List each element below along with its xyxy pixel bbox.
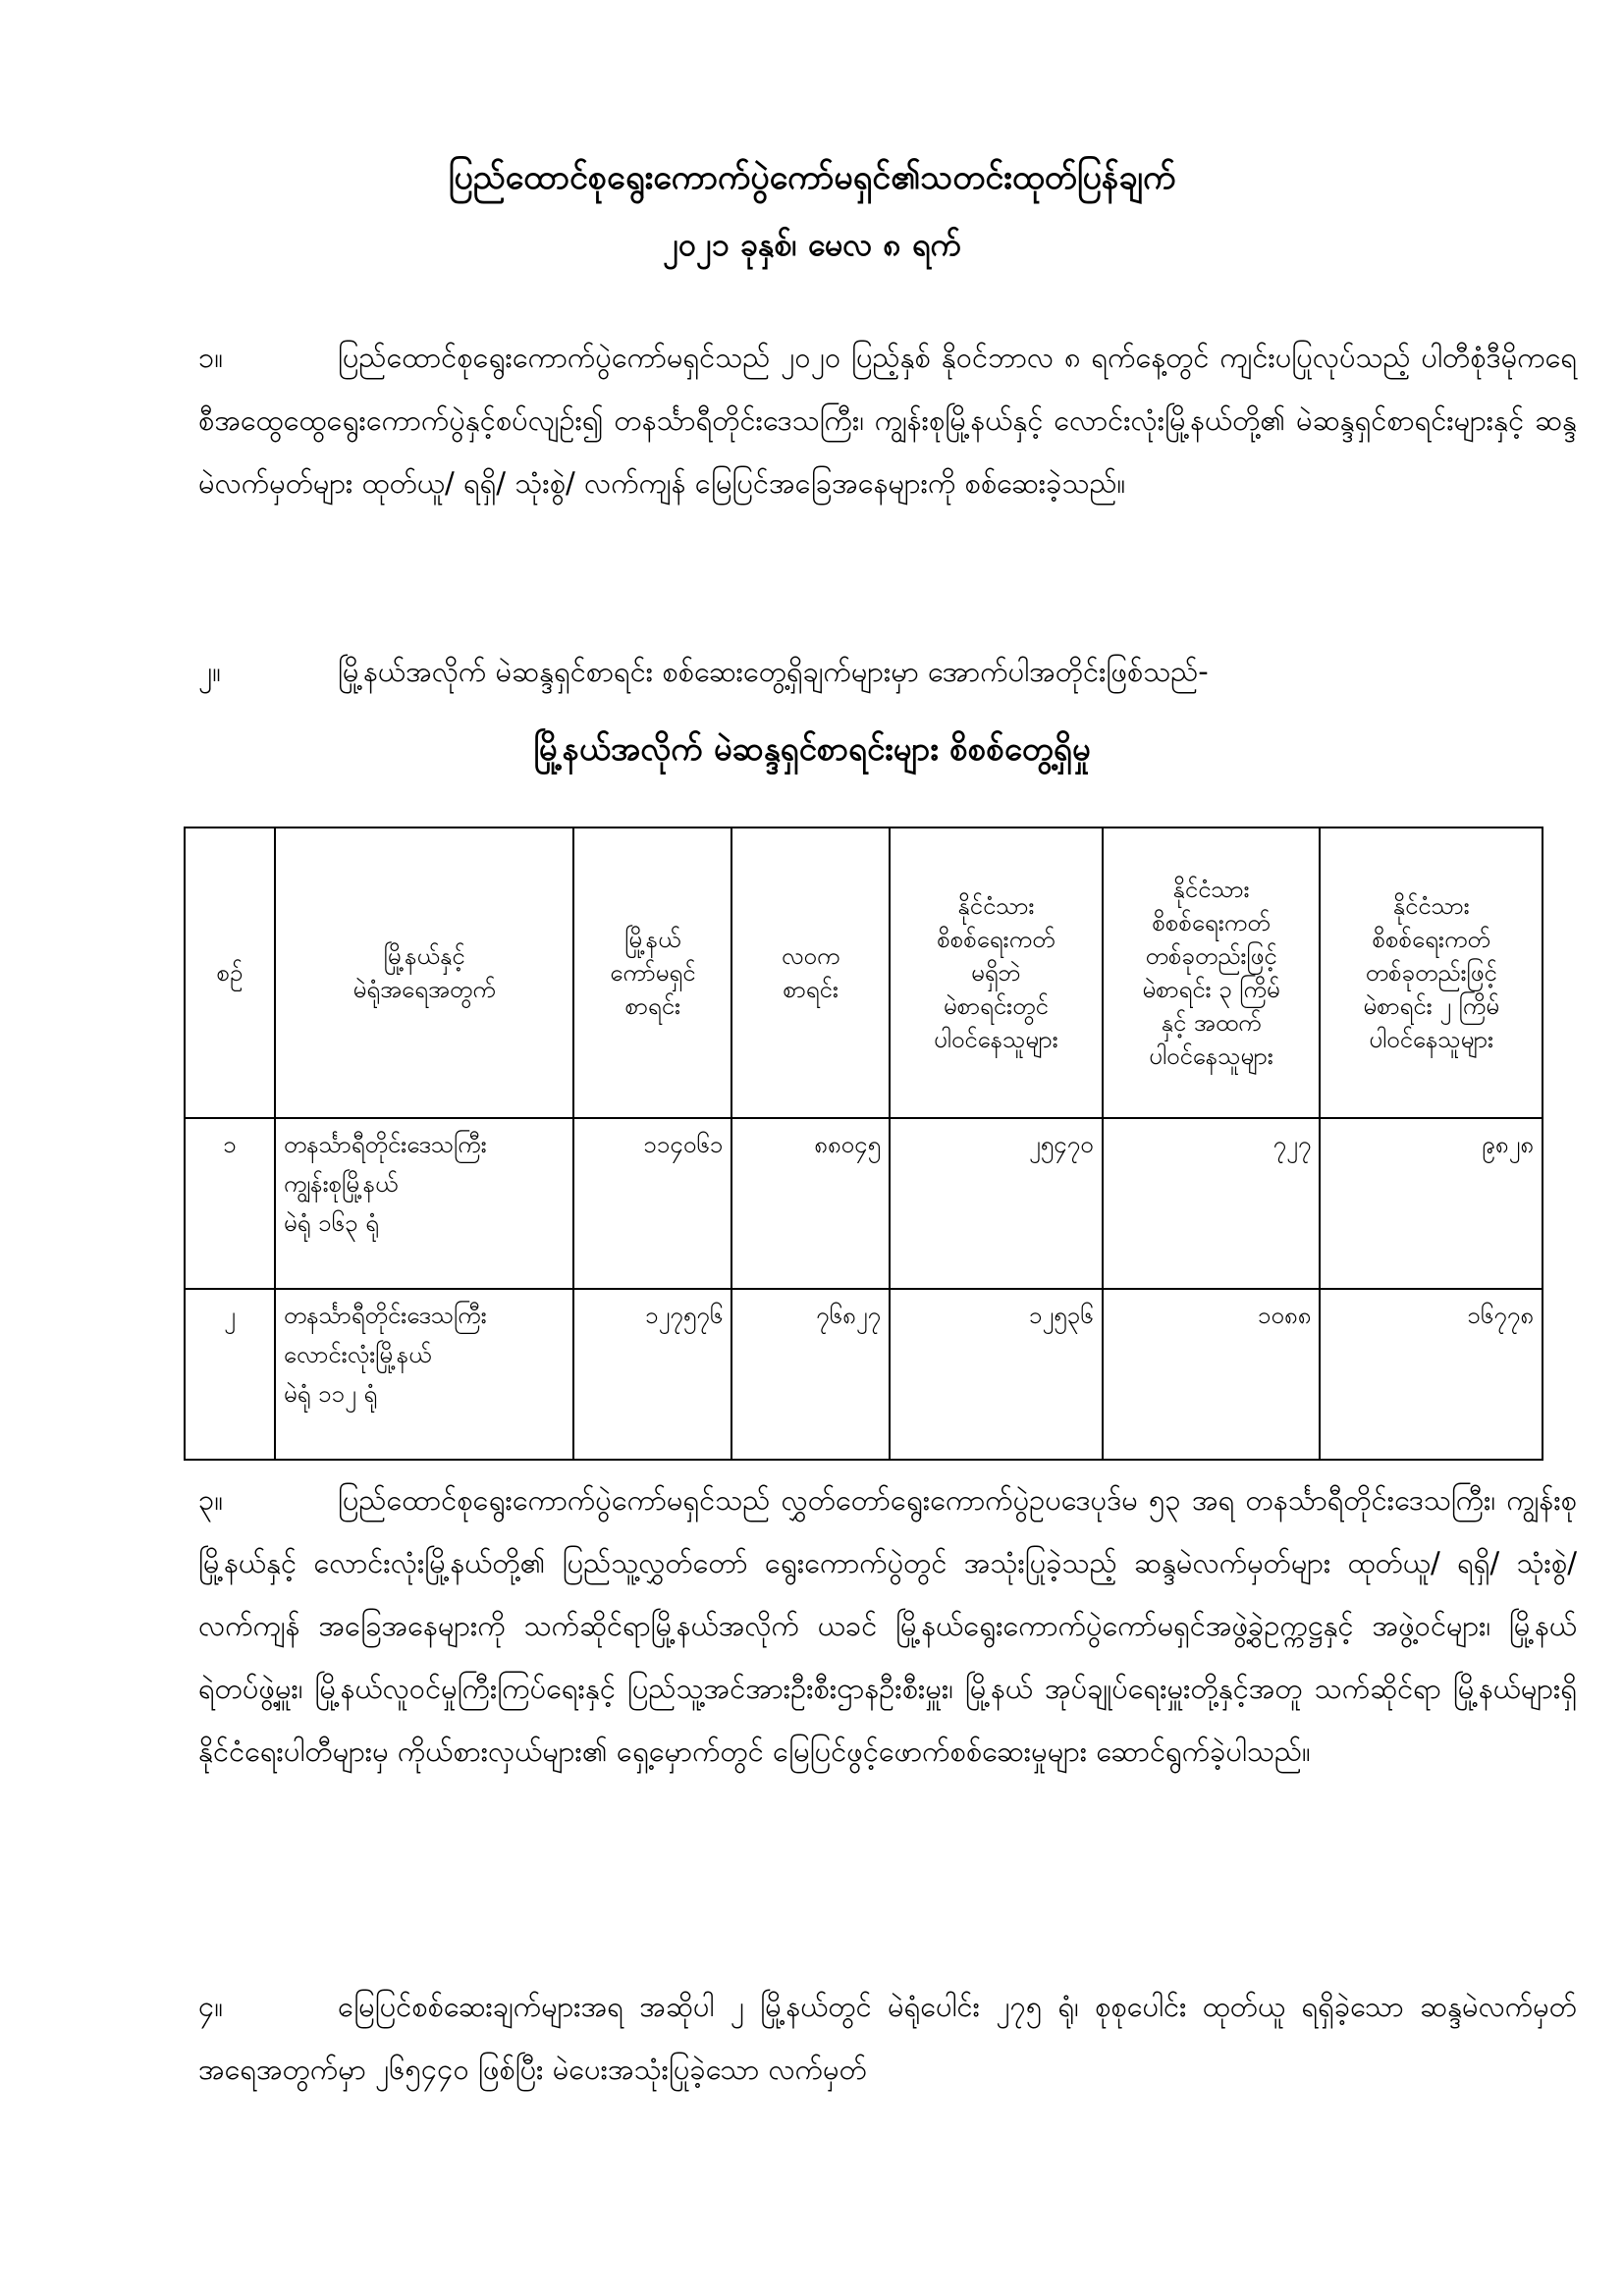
paragraph-number: ၄။ xyxy=(198,1990,224,2023)
township-cell xyxy=(275,1118,574,1289)
voter-list-table xyxy=(184,827,1543,1461)
row-index: ၂ xyxy=(185,1289,275,1460)
paragraph-text: ပြည်ထောင်စုရွေးကောက်ပွဲကော်မရှင်သည် ၂၀၂၀ ပြည့်နှစ် နိုဝင်ဘာလ ၈ ရက်နေ့တွင် ကျင်းပပြုလုပ်သည့် ပါတီစုံဒီမိုကရေစီအထွေထွေရွေးကောက်ပွဲနှင့်စပ်လျဉ်း၍ တနင်္သာရီတိုင်းဒေသကြီး၊ ကျွန်းစုမြို့နယ်နှင့် လောင်းလုံးမြို့နယ်တို့၏ မဲဆန္ဒရှင်စာရင်းများနှင့် ဆန္ဒမဲလက်မှတ်များ ထုတ်ယူ/ ရရှိ/ သုံးစွဲ/ လက်ကျန် မြေပြင်အခြေအနေများကို စစ်ဆေးခဲ့သည်။ xyxy=(198,341,1577,500)
header-cell xyxy=(1103,828,1321,1118)
document-title: ပြည်ထောင်စုရွေးကောက်ပွဲကော်မရှင်၏သတင်းထုတ်ပြန်ချက် xyxy=(448,158,1176,197)
township-line: မဲရုံ ၁၆၃ ရုံ xyxy=(283,1209,379,1237)
header-line: မဲရုံအရေအတွက် xyxy=(352,976,496,1003)
header-line: စိစစ်ရေးကတ် xyxy=(1152,909,1271,936)
header-line: နိုင်ငံသား xyxy=(1172,876,1250,903)
three-times-count: ၇၂၇ xyxy=(1103,1118,1321,1289)
table-title: မြို့နယ်အလိုက် မဲဆန္ဒရှင်စာရင်းများ စိစစ်တွေ့ရှိမှု xyxy=(533,729,1091,768)
township-line: တနင်္သာရီတိုင်းဒေသကြီး xyxy=(283,1131,487,1158)
header-line: နိုင်ငံသား xyxy=(1392,892,1470,920)
header-line: စဉ် xyxy=(216,959,244,987)
header-line: မဲစာရင်းတွင် xyxy=(943,992,1049,1020)
lawaka-count: ၈၈၀၄၅ xyxy=(731,1118,890,1289)
two-times-count: ၁၆၇၇၈ xyxy=(1320,1289,1543,1460)
paragraph-3 xyxy=(198,1468,1577,1783)
header-cell xyxy=(275,828,574,1118)
header-line: တစ်ခုတည်းဖြင့် xyxy=(1365,959,1497,987)
no-card-count: ၁၂၅၃၆ xyxy=(890,1289,1103,1460)
header-cell xyxy=(573,828,731,1118)
header-line: စိစစ်ရေးကတ် xyxy=(937,926,1056,953)
row-index: ၁ xyxy=(185,1118,275,1289)
paragraph-number: ၂။ xyxy=(198,655,222,688)
township-line: မဲရုံ ၁၁၂ ရုံ xyxy=(283,1380,378,1408)
lawaka-count: ၇၆၈၂၇ xyxy=(731,1289,890,1460)
header-line: စိစစ်ရေးကတ် xyxy=(1372,926,1490,953)
header-line: စာရင်း xyxy=(624,992,681,1020)
three-times-count: ၁၀၈၈ xyxy=(1103,1289,1321,1460)
township-line: တနင်္သာရီတိုင်းဒေသကြီး xyxy=(283,1302,487,1329)
header-line: မရှိဘဲ xyxy=(971,959,1021,987)
paragraph-1 xyxy=(198,326,1577,514)
header-line: ပါဝင်နေသူများ xyxy=(1369,1026,1494,1053)
header-cell xyxy=(890,828,1103,1118)
header-line: မြို့နယ်နှင့် xyxy=(383,942,465,970)
header-cell xyxy=(731,828,890,1118)
paragraph-4 xyxy=(198,1975,1577,2101)
header-line: စာရင်း xyxy=(783,976,839,1003)
header-line: ပါဝင်နေသူများ xyxy=(1149,1042,1273,1070)
commission-count: ၁၁၄၀၆၁ xyxy=(573,1118,731,1289)
header-line: တစ်ခုတည်းဖြင့် xyxy=(1145,942,1277,970)
header-cell xyxy=(1320,828,1543,1118)
township-line: ကျွန်းစုမြို့နယ် xyxy=(283,1170,399,1198)
paragraph-text: မြေပြင်စစ်ဆေးချက်များအရ အဆိုပါ ၂ မြို့နယ်တွင် မဲရုံပေါင်း ၂၇၅ ရုံ၊ စုစုပေါင်း ထုတ်ယူ ရရှိခဲ့သော ဆန္ဒမဲလက်မှတ်အရေအတွက်မှာ ၂၆၅၄၄၀ ဖြစ်ပြီး မဲပေးအသုံးပြုခဲ့သော လက်မှတ် xyxy=(198,1990,1577,2086)
table-header-row xyxy=(185,828,1543,1118)
document-date: ၂၀၂၁ ခုနှစ်၊ မေလ ၈ ရက် xyxy=(663,226,961,263)
table-row xyxy=(185,1118,1543,1289)
two-times-count: ၉၈၂၈ xyxy=(1320,1118,1543,1289)
township-cell xyxy=(275,1289,574,1460)
header-line: ပါဝင်နေသူများ xyxy=(933,1026,1058,1053)
table-row xyxy=(185,1289,1543,1460)
paragraph-text: ပြည်ထောင်စုရွေးကောက်ပွဲကော်မရှင်သည် လွှတ်တော်ရွေးကောက်ပွဲဥပဒေပုဒ်မ ၅၃ အရ တနင်္သာရီတိုင်းဒေသကြီး၊ ကျွန်းစုမြို့နယ်နှင့် လောင်းလုံးမြို့နယ်တို့၏ ပြည်သူ့လွှတ်တော် ရွေးကောက်ပွဲတွင် အသုံးပြုခဲ့သည့် ဆန္ဒမဲလက်မှတ်များ ထုတ်ယူ/ ရရှိ/ သုံးစွဲ/ လက်ကျန် အခြေအနေများကို သက်ဆိုင်ရာမြို့နယ်အလိုက် ယခင် မြို့နယ်ရွေးကောက်ပွဲကော်မရှင်အဖွဲ့ခွဲဥက္ကဋ္ဌနှင့် အဖွဲ့ဝင်များ၊ မြို့နယ်ရဲတပ်ဖွဲ့မှူး၊ မြို့နယ်လူဝင်မှုကြီးကြပ်ရေးနှင့် ပြည်သူ့အင်အားဦးစီးဌာနဦးစီးမှူး၊ မြို့နယ် အုပ်ချုပ်ရေးမှူးတို့နှင့်အတူ သက်ဆိုင်ရာ မြို့နယ်များရှိ နိုင်ငံရေးပါတီများမှ ကိုယ်စားလှယ်များ၏ ရှေ့မှောက်တွင် မြေပြင်ဖွင့်ဖောက်စစ်ဆေးမှုများ ဆောင်ရွက်ခဲ့ပါသည်။ xyxy=(198,1483,1577,1768)
no-card-count: ၂၅၄၇၀ xyxy=(890,1118,1103,1289)
commission-count: ၁၂၇၅၇၆ xyxy=(573,1289,731,1460)
header-line: လဝက xyxy=(781,942,840,970)
header-line: ကော်မရှင် xyxy=(610,959,696,987)
header-line: နိုင်ငံသား xyxy=(957,892,1035,920)
header-line: မဲစာရင်း ၃ ကြိမ် xyxy=(1142,976,1280,1003)
township-line: လောင်းလုံးမြို့နယ် xyxy=(283,1341,432,1368)
paragraph-number: ၃။ xyxy=(198,1483,224,1517)
paragraph-number: ၁။ xyxy=(198,341,224,374)
header-line: နှင့် အထက် xyxy=(1161,1009,1262,1037)
paragraph-2 xyxy=(198,640,1577,703)
header-line: မဲစာရင်း ၂ ကြိမ် xyxy=(1363,992,1499,1020)
paragraph-text: မြို့နယ်အလိုက် မဲဆန္ဒရှင်စာရင်း စစ်ဆေးတွေ့ရှိချက်များမှာ အောက်ပါအတိုင်းဖြစ်သည်- xyxy=(338,655,1209,688)
header-cell xyxy=(185,828,275,1118)
header-line: မြို့နယ် xyxy=(624,926,681,953)
